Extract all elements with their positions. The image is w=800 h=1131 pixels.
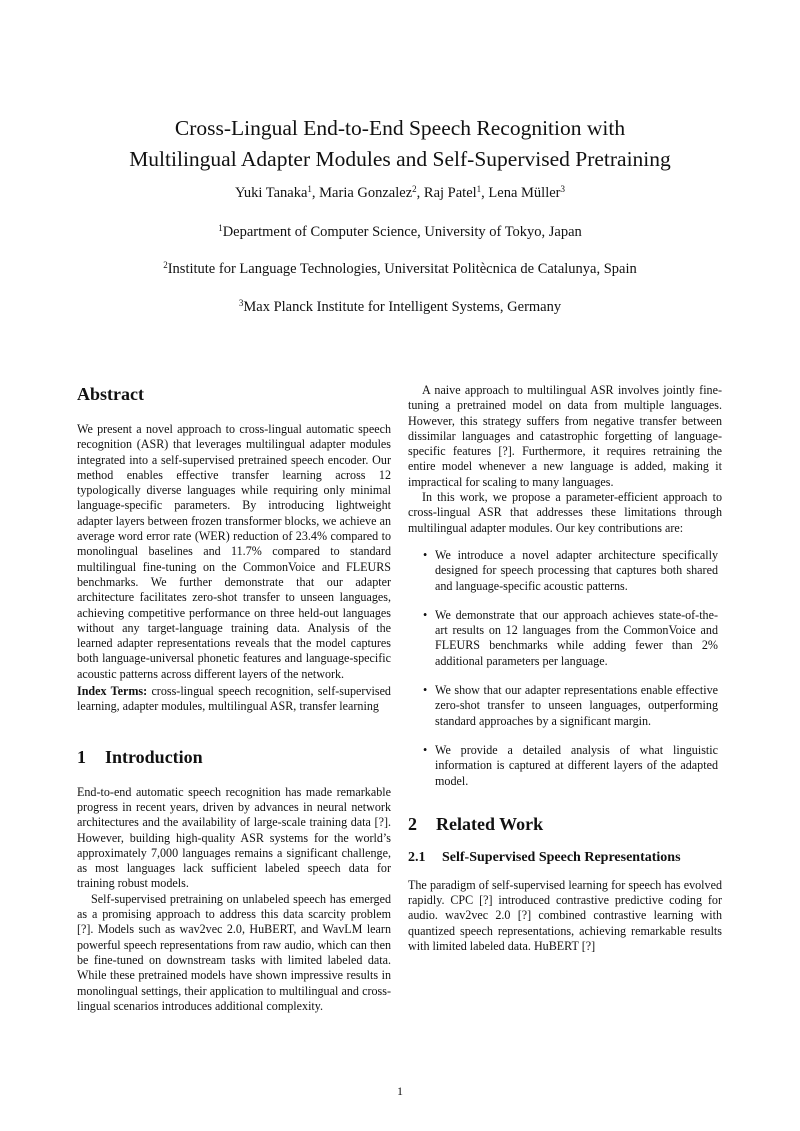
related-work-heading xyxy=(408,813,722,835)
author-affiliation-marker: 1 xyxy=(476,184,482,194)
affiliation-text: Department of Computer Science, University of Tokyo, Japan xyxy=(222,224,582,240)
section-title: Introduction xyxy=(105,746,203,767)
intro-paragraph-3: A naive approach to multilingual ASR involves jointly fine-tuning a pretrained model on data from multiple languages. However, this strategy suffers from negative transfer between dissimilar languages and catastrophic forgetting of language-specific features [?]. Furthermore, it requires retraining the entire model whenever a new language is added, making it impractical for scaling to many languages. xyxy=(408,383,722,489)
bullet-icon: • xyxy=(423,742,428,757)
abstract-heading: Abstract xyxy=(77,384,144,404)
intro-paragraph-2: Self-supervised pretraining on unlabeled speech has emerged as a promising approach to address this data scarcity problem [?]. Models such as wav2vec 2.0, HuBERT, and WavLM learn powerful speech representations from raw audio, which can then be fine-tuned on downstream tasks with limited labeled data. While these pretrained models have shown impressive results in monolingual settings, their application to multilingual and cross-lingual scenarios introduces additional complexity. xyxy=(77,891,391,1013)
intro-paragraph-1: End-to-end automatic speech recognition has made remarkable progress in recent years, driven by advances in neural network architectures and the availability of large-scale training data [?]. However, building high-quality ASR systems for the world’s approximately 7,000 languages remains a significant challenge, as most languages lack sufficient labeled speech data for training robust models. xyxy=(77,784,391,891)
author-name: Yuki Tanaka xyxy=(234,185,308,201)
author-list: Yuki Tanaka$^1$, Maria Gonzalez$^2$, Raj Patel$^1$, Lena Müller$^3$ xyxy=(234,184,565,201)
section-number: 2 xyxy=(408,813,417,834)
section-title: Related Work xyxy=(436,813,544,834)
affiliation-number: 2 xyxy=(163,260,168,270)
introduction-heading xyxy=(77,746,391,768)
bullet-icon: • xyxy=(423,547,428,562)
list-item xyxy=(408,743,722,789)
right-column-content xyxy=(408,383,722,954)
paper-title xyxy=(0,113,800,175)
list-item xyxy=(408,683,722,729)
author-name: Lena Müller xyxy=(488,185,561,201)
index-terms-text: cross-lingual speech recognition, self-supervised learning, adapter modules, multilingual ASR, transfer learning xyxy=(77,684,391,714)
title-line-1: Cross-Lingual End-to-End Speech Recognition with xyxy=(174,116,626,140)
related-work-paragraph-1: The paradigm of self-supervised learning for speech has evolved rapidly. CPC [?] introduced contrastive predictive coding for audio. wav2vec 2.0 [?] combined contrastive learning with quantized speech representations, achieving remarkable results with limited labeled data. HuBERT [?] xyxy=(408,877,722,954)
abstract-text: We present a novel approach to cross-lingual automatic speech recognition (ASR) that leverages multilingual adapter modules integrated into a self-supervised pretrained speech encoder. Our method enables effective transfer learning across 12 typologically diverse languages while requiring only minimal language-specific parameters. By introducing lightweight adapter layers between frozen transformer blocks, we achieve an average word error rate (WER) reduction of 23.4% compared to monolingual baselines and 11.7% compared to standard multilingual fine-tuning on the CommonVoice and FLEURS benchmarks. We further demonstrate that our adapter architecture facilitates zero-shot transfer to unseen languages, achieving competitive performance on three held-out languages without any target-language training data. Analysis of the learned adapter representations reveals that the model captures both language-universal phonetic features and language-specific acoustic patterns across different layers of the network. xyxy=(77,422,391,681)
contribution-text: We show that our adapter representations enable effective zero-shot transfer to unseen languages, outperforming standard approaches by a significant margin. xyxy=(435,683,718,728)
affiliation-3 xyxy=(0,299,800,316)
list-item xyxy=(408,608,722,669)
list-item xyxy=(408,548,722,594)
bullet-icon: • xyxy=(423,683,428,698)
author-affiliation-marker: 1 xyxy=(307,184,312,194)
index-terms-label: Index Terms: xyxy=(77,684,148,699)
title-line-2: Multilingual Adapter Modules and Self-Supervised Pretraining xyxy=(129,147,671,171)
subsection-number: 2.1 xyxy=(408,849,426,865)
page-number: 1 xyxy=(397,1084,403,1098)
subsection-heading xyxy=(408,849,722,867)
affiliation-text: Max Planck Institute for Intelligent Systems, Germany xyxy=(243,299,562,315)
contribution-text: We demonstrate that our approach achieves state-of-the-art results on 12 languages from the CommonVoice and FLEURS benchmarks while adding fewer than 2% additional parameters per language. xyxy=(435,607,718,668)
intro-paragraph-4: In this work, we propose a parameter-efficient approach to cross-lingual ASR that addresses these limitations through multilingual adapter modules. Our key contributions are: xyxy=(408,490,722,535)
left-column xyxy=(77,383,391,1014)
author-name: Raj Patel xyxy=(423,185,477,201)
index-terms xyxy=(77,684,391,715)
affiliation-1 xyxy=(0,224,800,241)
contribution-text: We provide a detailed analysis of what linguistic information is captured at different layers of the adapted model. xyxy=(435,742,718,788)
subsection-title: Self-Supervised Speech Representations xyxy=(442,849,681,865)
contribution-text: We introduce a novel adapter architecture specifically designed for speech processing that captures both shared and language-specific acoustic patterns. xyxy=(435,547,718,593)
affiliation-text: Institute for Language Technologies, Universitat Politècnica de Catalunya, Spain xyxy=(167,261,637,277)
contributions-list xyxy=(408,548,722,789)
author-affiliation-marker: 3 xyxy=(560,184,565,194)
affiliation-2 xyxy=(0,261,800,278)
author-name: Maria Gonzalez xyxy=(319,185,413,201)
affiliation-number: 3 xyxy=(238,298,244,308)
bullet-icon: • xyxy=(423,607,428,622)
author-affiliation-marker: 2 xyxy=(412,184,417,194)
section-number: 1 xyxy=(77,746,86,767)
affiliation-number: 1 xyxy=(218,223,223,233)
